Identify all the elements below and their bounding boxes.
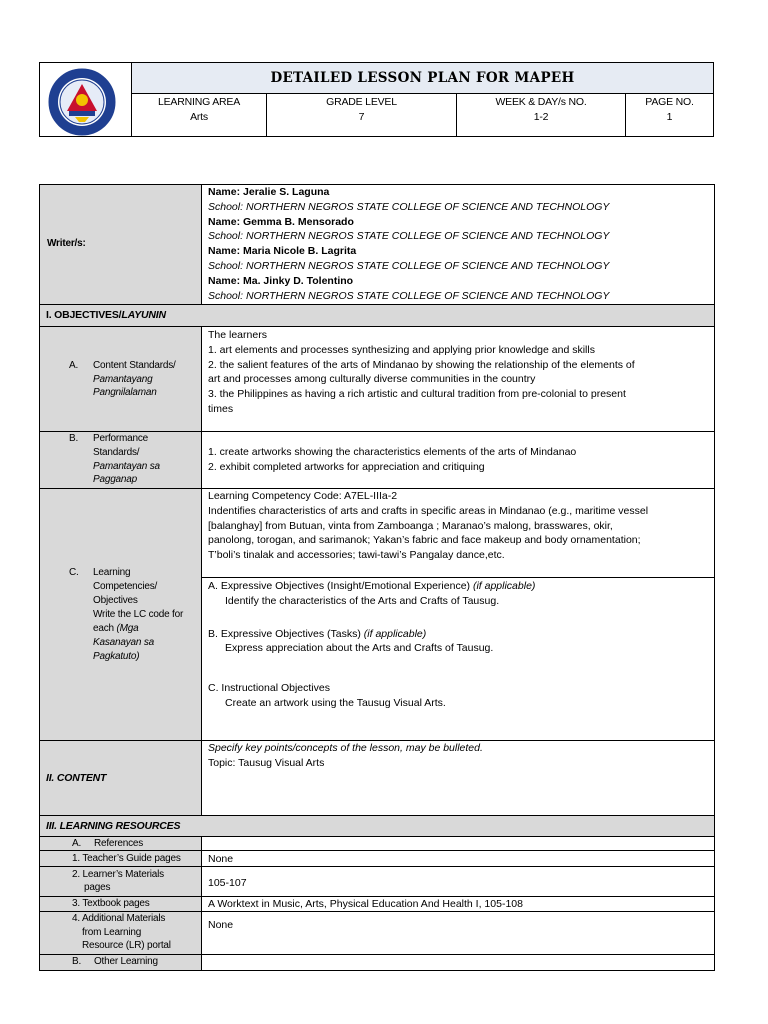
writer-school: School: NORTHERN NEGROS STATE COLLEGE OF SCIENCE AND TECHNOLOGY [208,230,610,243]
writer-name: Name: Gemma B. Mensorado [208,215,354,228]
deped-seal [47,67,117,137]
learners-materials-value: 105-107 [208,877,247,889]
learning-area-label: LEARNING AREA [157,96,240,108]
learners-materials-label: 2. Learner’s Materials pages [72,869,164,893]
grade-level-label: GRADE LEVEL [326,96,397,108]
textbook-value: A Worktext in Music, Arts, Physical Education And Health I, 105-108 [208,898,523,910]
additional-materials-value: None [208,919,234,931]
content-text: Specify key points/concepts of the lesson, may be bulleted. Topic: Tausug Visual Arts [208,742,483,769]
content-standards-text: The learners 1. art elements and processes synthesizing and applying prior knowledge and skills 2. the salient features of the arts of Mindanao by showing the relationship of the elements of art and processes among culturally diverse communities in the country 3. the Philippines as having a rich artistic and cultural tradition from pre-colonial to present times [208,329,635,415]
writer-school: School: NORTHERN NEGROS STATE COLLEGE OF SCIENCE AND TECHNOLOGY [208,289,610,302]
competencies-label: C. Learning Competencies/ Objectives Write the LC code for each (Mga Kasanayan sa Pagkatuto) [69,567,184,662]
objectives-heading: I. OBJECTIVES/LAYUNIN [46,309,166,321]
writer-school: School: NORTHERN NEGROS STATE COLLEGE OF SCIENCE AND TECHNOLOGY [208,200,610,213]
writer-name: Name: Jeralie S. Laguna [208,186,330,198]
competency-code: Learning Competency Code: A7EL-IIIa-2 [208,490,398,502]
content-standards-label: A. Content Standards/ Pamantayang Pangnilalaman [69,360,176,398]
resources-heading: III. LEARNING RESOURCES [46,820,181,832]
week-day-value: 1-2 [533,111,549,123]
teachers-guide-label: 1. Teacher’s Guide pages [72,853,181,864]
week-day-label: WEEK & DAY/s NO. [495,96,587,108]
page-no-label: PAGE NO. [645,96,694,108]
grade-level-value: 7 [358,111,365,123]
other-learning-label: B. Other Learning [72,956,158,967]
writer-name: Name: Ma. Jinky D. Tolentino [208,274,354,287]
writer-school: School: NORTHERN NEGROS STATE COLLEGE OF SCIENCE AND TECHNOLOGY [208,259,610,272]
competency-code-block: Learning Competency Code: A7EL-IIIa-2 Indentifies characteristics of arts and crafts in specific areas in Mindanao (e.g., maritime vessel [balanghay] from Butuan, vinta from Zamboanga ; Maranao’s malong, brasswares, okir, panolong, torogan, and sarimanok; Yakan’s fabric and face makeup and body ornamentation; T’boli’s tinalak and accessories; tawi-tawi’s Pangalay dance,etc. [208,489,713,563]
references-label: A. References [72,838,144,849]
objectives-list: A. Expressive Objectives (Insight/Emotional Experience) (if applicable) Identify the characteristics of the Arts and Crafts of Tausug. B. Expressive Objectives (Tasks) (if applicable) Express appreciation about the Arts and Crafts of Tausug. C. Instructional Objectives Create an artwork using the Tausug Visual Arts. [208,580,536,709]
page-no-value: 1 [666,111,673,123]
writers-list [208,185,713,303]
lesson-plan-title: DETAILED LESSON PLAN FOR MAPEH [270,70,575,86]
teachers-guide-value: None [208,853,234,865]
performance-standards-text: 1. create artworks showing the characteristics elements of the arts of Mindanao 2. exhibit completed artworks for appreciation and critiquing [208,446,577,473]
performance-standards-label: B. Performance Standards/ Pamantayan sa Pagganap [69,433,160,486]
writers-label: Writer/s: [47,238,86,249]
writer-name: Name: Maria Nicole B. Lagrita [208,245,357,258]
learning-area-value: Arts [190,111,208,123]
content-heading: II. CONTENT [46,772,107,784]
additional-materials-label: 4. Additional Materials from Learning Resource (LR) portal [72,913,171,951]
textbook-label: 3. Textbook pages [72,898,150,909]
